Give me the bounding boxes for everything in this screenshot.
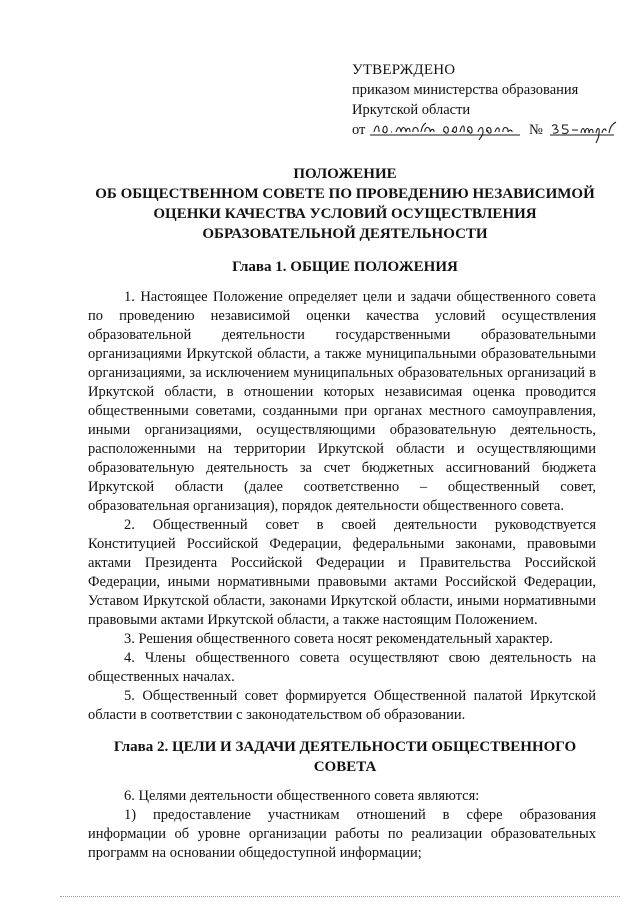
paragraph-5: 5. Общественный совет формируется Общественной палатой Иркутской области в соответствии с законодательством об образовании.	[88, 688, 596, 723]
document-title	[60, 164, 630, 244]
page-bottom-divider	[60, 896, 620, 897]
approval-from-label: от	[352, 122, 366, 138]
paragraph-6: 6. Целями деятельности общественного совета являются:	[124, 788, 480, 804]
approval-region-line: Иркутской области	[352, 102, 471, 118]
chapter-2-heading-line-1: Глава 2. ЦЕЛИ И ЗАДАЧИ ДЕЯТЕЛЬНОСТИ ОБЩЕСТВЕННОГО	[113, 739, 577, 755]
paragraph-6-item-1: 1) предоставление участникам отношений в сфере образования информации об уровне организации работы по реализации образовательных программ на основании общедоступной информации;	[88, 807, 596, 861]
chapter-2-body	[88, 787, 596, 863]
handwritten-date-number-signature	[352, 120, 622, 144]
paragraph-1: 1. Настоящее Положение определяет цели и задачи общественного совета по проведению независимой оценки качества условий осуществления образовательной деятельности государственными образовательными организациями Иркутской области, а также муниципальными образовательными организациями, за исключением муниципальных образовательных организаций в Иркутской области, в отношении которых независимая оценка проводится общественными советами, созданными при органах местного самоуправления, иными организациями, осуществляющими образовательную деятельность, расположенными на территории Иркутской области и осуществляющими образовательную деятельность за счет бюджетных ассигнований бюджета Иркутской области (далее соответственно – общественный совет, образовательная организация), порядок деятельности общественного совета.	[88, 289, 596, 514]
approval-title: УТВЕРЖДЕНО	[352, 62, 456, 78]
chapter-2-heading-line-2: СОВЕТА	[313, 759, 377, 775]
approval-number-label: №	[529, 122, 543, 138]
paragraph-4: 4. Члены общественного совета осуществляют свою деятельность на общественных началах.	[88, 650, 596, 685]
document-title-line-4: ОБРАЗОВАТЕЛЬНОЙ ДЕЯТЕЛЬНОСТИ	[202, 226, 488, 242]
approval-order-line: приказом министерства образования	[352, 82, 579, 98]
approval-block	[352, 60, 622, 140]
approval-date-number-line	[352, 120, 622, 140]
document-title-line-1: ПОЛОЖЕНИЕ	[293, 166, 397, 182]
chapter-1-heading	[60, 257, 630, 277]
paragraph-3: 3. Решения общественного совета носят рекомендательный характер.	[124, 631, 553, 647]
document-title-line-3: ОЦЕНКИ КАЧЕСТВА УСЛОВИЙ ОСУЩЕСТВЛЕНИЯ	[153, 206, 537, 222]
chapter-2-heading	[60, 737, 630, 777]
document-title-line-2: ОБ ОБЩЕСТВЕННОМ СОВЕТЕ ПО ПРОВЕДЕНИЮ НЕЗАВИСИМОЙ	[95, 186, 595, 202]
chapter-1-body	[88, 288, 596, 725]
paragraph-2: 2. Общественный совет в своей деятельности руководствуется Конституцией Российской Федерации, федеральными законами, правовыми актами Президента Российской Федерации и Правительства Российской Федерации, иными нормативными правовыми актами Российской Федерации, Уставом Иркутской области, законами Иркутской области, иными нормативными правовыми актами Иркутской области, а также настоящим Положением.	[88, 517, 596, 628]
chapter-1-heading-text: Глава 1. ОБЩИЕ ПОЛОЖЕНИЯ	[232, 259, 458, 275]
